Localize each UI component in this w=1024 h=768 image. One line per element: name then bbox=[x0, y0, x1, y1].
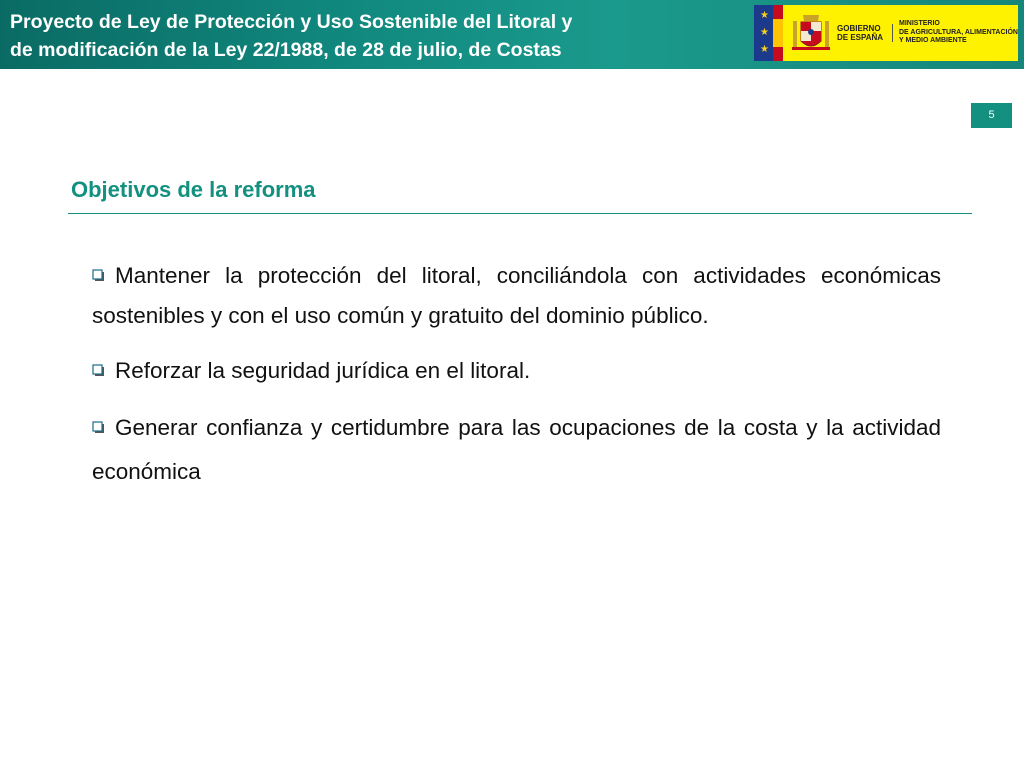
gobierno-line-2: DE ESPAÑA bbox=[837, 33, 884, 42]
coat-of-arms-icon bbox=[791, 11, 831, 55]
bullet-text: Reforzar la seguridad jurídica en el litoral. bbox=[115, 358, 531, 383]
header-title bbox=[10, 8, 710, 64]
hollow-square-bullet-icon bbox=[92, 421, 105, 434]
bullet-list bbox=[92, 256, 941, 509]
list-item bbox=[92, 406, 941, 494]
bullet-text: Generar confianza y certidumbre para las ocupaciones de la costa y la actividad económica bbox=[92, 415, 941, 484]
ministerio-line-1: MINISTERIO bbox=[899, 20, 940, 28]
ministerio-text bbox=[899, 20, 1018, 46]
page-number-badge: 5 bbox=[971, 103, 1012, 128]
gobierno-text bbox=[837, 24, 893, 42]
government-logo bbox=[754, 5, 1018, 61]
eu-flag-icon: ★ ★ ★ bbox=[754, 5, 773, 61]
list-item bbox=[92, 351, 941, 391]
slide-header bbox=[0, 0, 1024, 69]
section-title: Objetivos de la reforma bbox=[71, 177, 316, 202]
list-item bbox=[92, 256, 941, 336]
hollow-square-bullet-icon bbox=[92, 364, 105, 377]
gobierno-line-1: GOBIERNO bbox=[837, 24, 881, 33]
ministerio-line-2: DE AGRICULTURA, ALIMENTACIÓN bbox=[899, 28, 1018, 36]
title-divider bbox=[68, 213, 972, 214]
bullet-text: Mantener la protección del litoral, conciliándola con actividades económicas sostenibles y con el uso común y gratuito del dominio público. bbox=[92, 263, 941, 328]
header-title-line-1: Proyecto de Ley de Protección y Uso Sostenible del Litoral y bbox=[10, 11, 573, 33]
header-title-line-2: de modificación de la Ley 22/1988, de 28 de julio, de Costas bbox=[10, 39, 562, 61]
spain-flag-icon bbox=[773, 5, 783, 61]
ministerio-line-3: Y MEDIO AMBIENTE bbox=[899, 37, 967, 45]
hollow-square-bullet-icon bbox=[92, 269, 105, 282]
